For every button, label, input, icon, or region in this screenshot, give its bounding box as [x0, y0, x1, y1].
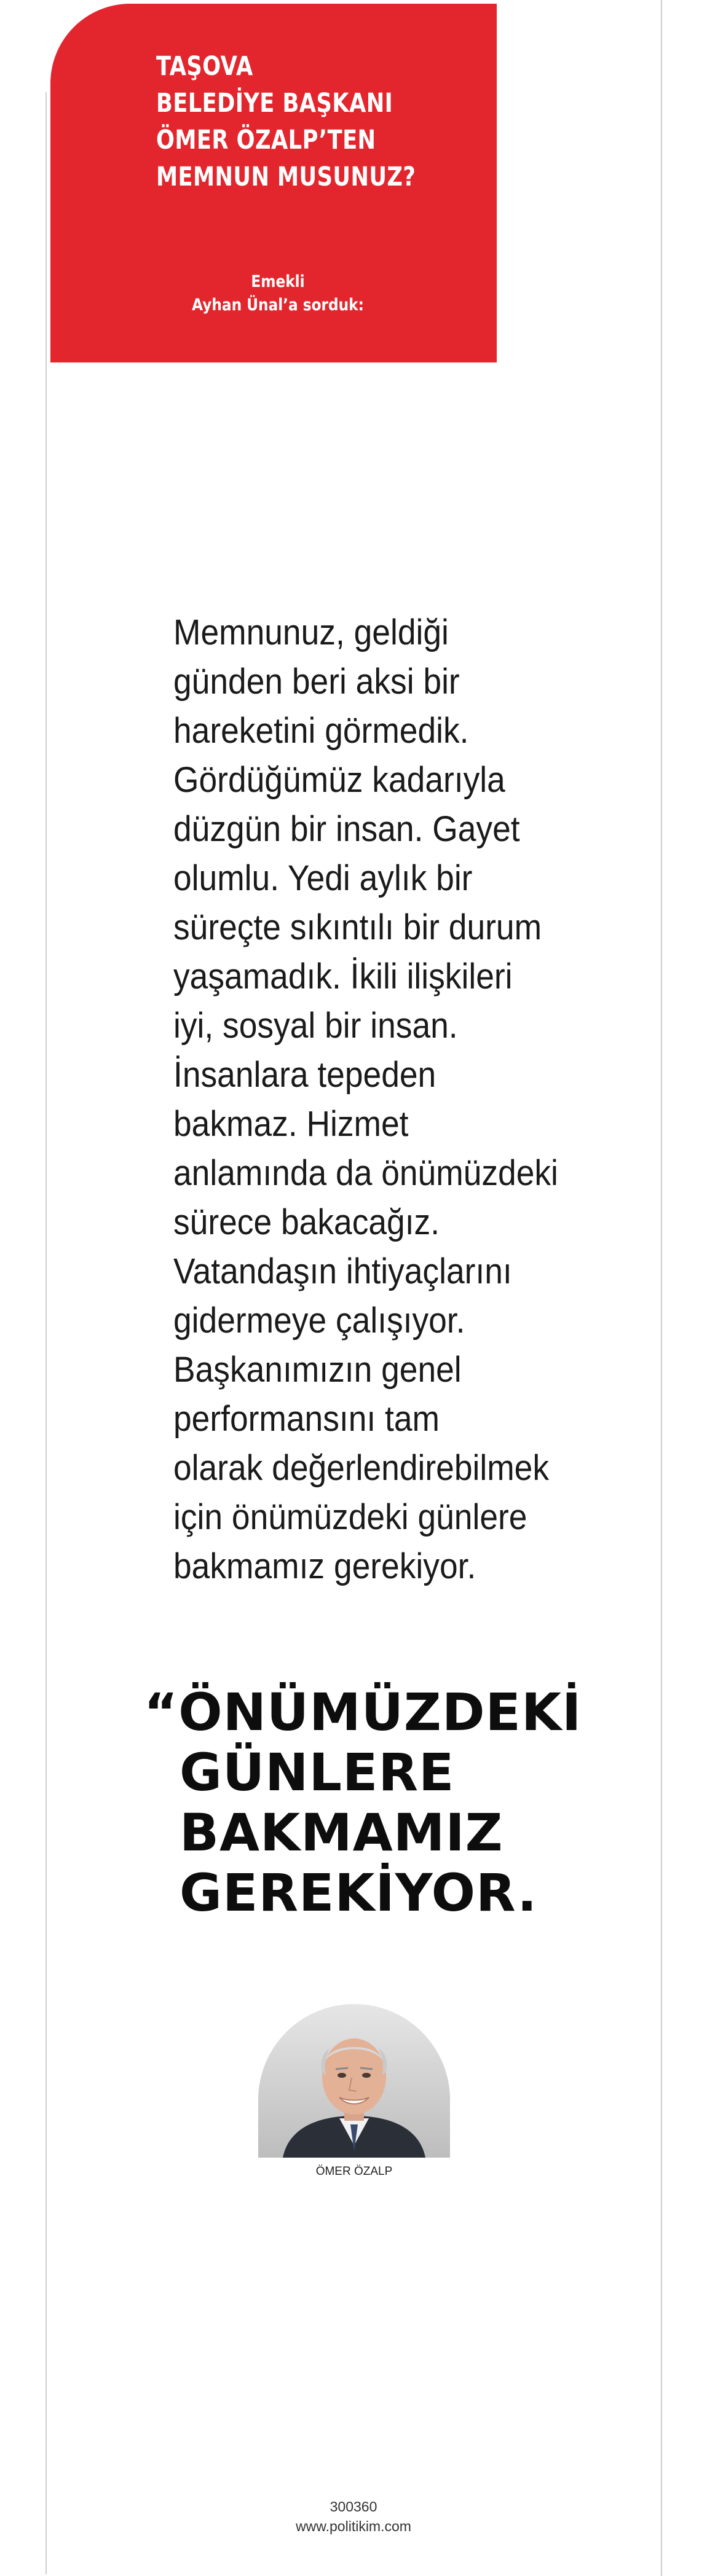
- answer-line: günden beri aksi bir: [173, 662, 460, 702]
- answer-line: Gördüğümüz kadarıyla: [173, 760, 505, 800]
- answer-line: hareketini görmedik.: [173, 711, 469, 751]
- portrait-photo: [258, 2004, 450, 2158]
- answer-line: bakmamız gerekiyor.: [173, 1546, 476, 1586]
- right-column-rule: [661, 0, 662, 2576]
- headline-box: [50, 4, 497, 362]
- footer-code: 300360: [330, 2499, 377, 2515]
- answer-line: performansını tam: [173, 1399, 440, 1439]
- answer-line: Memnunuz, geldiği: [173, 613, 449, 652]
- answer-line: olarak değerlendirebilmek: [173, 1448, 550, 1488]
- headline: [156, 48, 416, 195]
- answer-line: bakmaz. Hizmet: [173, 1104, 409, 1144]
- headline-line: BELEDİYE BAŞKANI: [156, 88, 393, 119]
- page-footer: [246, 2497, 461, 2536]
- byline-line: Ayhan Ünal’a sorduk:: [192, 296, 364, 315]
- answer-line: anlamında da önümüzdeki: [173, 1153, 558, 1193]
- portrait-illustration: [258, 2004, 450, 2158]
- pull-quote-line: “ÖNÜMÜZDEKİ: [144, 1682, 582, 1742]
- answer-line: sürece bakacağız.: [173, 1202, 440, 1242]
- pull-quote-line: GÜNLERE: [180, 1742, 455, 1803]
- answer-line: süreçte sıkıntılı bir durum: [173, 907, 542, 947]
- headline-line: TAŞOVA: [156, 51, 253, 82]
- answer-line: gidermeye çalışıyor.: [173, 1301, 465, 1341]
- pull-quote: [144, 1682, 582, 1923]
- answer-line: için önümüzdeki günlere: [173, 1497, 527, 1537]
- portrait-caption: ÖMER ÖZALP: [315, 2165, 393, 2178]
- byline-line: Emekli: [251, 272, 305, 291]
- pull-quote-line: GEREKİYOR.: [180, 1863, 538, 1923]
- footer-website: www.politikim.com: [296, 2518, 411, 2534]
- headline-line: ÖMER ÖZALP’TEN: [156, 125, 376, 155]
- pull-quote-line: BAKMAMIZ: [180, 1803, 504, 1863]
- left-column-rule: [45, 92, 47, 2574]
- byline: [167, 270, 389, 317]
- answer-line: yaşamadık. İkili ilişkileri: [173, 957, 513, 996]
- answer-line: Vatandaşın ihtiyaçlarını: [173, 1251, 512, 1291]
- headline-line: MEMNUN MUSUNUZ?: [156, 162, 416, 192]
- answer-text: [173, 608, 580, 1591]
- answer-line: düzgün bir insan. Gayet: [173, 809, 520, 849]
- answer-line: iyi, sosyal bir insan.: [173, 1006, 458, 1046]
- answer-line: Başkanımızın genel: [173, 1350, 462, 1390]
- answer-line: olumlu. Yedi aylık bir: [173, 858, 473, 898]
- answer-line: İnsanlara tepeden: [173, 1055, 436, 1095]
